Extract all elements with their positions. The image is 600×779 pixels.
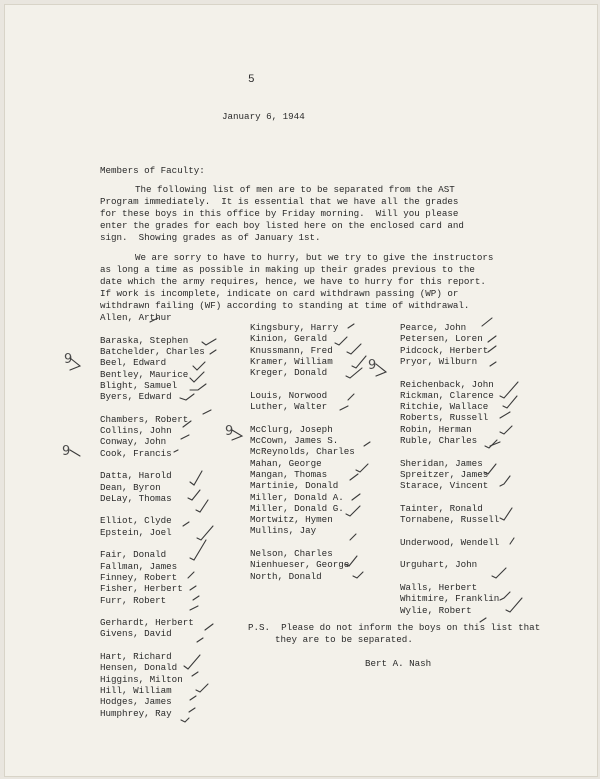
listed-student-name: Spreitzer, James [400,468,489,480]
listed-student-name: Hensen, Donald [100,662,178,674]
listed-student-name: Byers, Edward [100,391,172,403]
listed-student-name: Elliot, Clyde [100,515,172,527]
listed-student-name: Mahan, George [250,457,322,469]
listed-student-name: Kramer, William [250,355,333,367]
paragraph-1-line: for these boys in this office by Friday morning. Will you please [100,208,459,219]
listed-student-name: Roberts, Russell [400,412,489,424]
listed-student-name: Robin, Herman [400,423,472,435]
letter-date: January 6, 1944 [222,111,305,122]
paragraph-2-line: date which the army requires, hence, we have to hurry for this report. [100,276,486,287]
listed-student-name: Tainter, Ronald [400,502,483,514]
listed-student-name: Pryor, Wilburn [400,355,478,367]
listed-student-name: Urguhart, John [400,559,478,571]
listed-student-name: Mortwitz, Hymen [250,514,333,526]
page-number-mark: 5 [248,74,255,86]
listed-student-name: Conway, John [100,436,167,448]
paragraph-1-line: sign. Showing grades as of January 1st. [100,232,321,243]
listed-student-name: Martinie, Donald [250,480,339,492]
paragraph-2-line: If work is incomplete, indicate on card withdrawn passing (WP) or [100,288,459,299]
listed-student-name: Ritchie, Wallace [400,401,489,413]
listed-student-name: Dean, Byron [100,481,161,493]
listed-student-name: Nienhueser, George [250,559,350,571]
listed-student-name: Starace, Vincent [400,480,489,492]
listed-student-name: Beel, Edward [100,357,167,369]
paragraph-2-line: withdrawn failing (WF) according to standing at time of withdrawal. [100,300,470,311]
listed-student-name: Finney, Robert [100,571,178,583]
listed-student-name: Hart, Richard [100,651,172,662]
listed-student-name: Mullins, Jay [250,525,317,537]
listed-student-name: McCown, James S. [250,435,339,446]
paragraph-1-line: Program immediately. It is essential that we have all the grades [100,196,459,207]
listed-student-name: Humphrey, Ray [100,707,172,719]
listed-student-name: McClurg, Joseph [250,423,333,435]
listed-student-name: Hill, William [100,684,172,696]
paragraph-2-line: as long a time as possible in making up their grades previous to the [100,264,475,275]
listed-student-name: Kreger, Donald [250,367,328,379]
listed-student-name: Higgins, Milton [100,673,183,685]
listed-student-name: Pearce, John [400,322,467,333]
listed-student-name: North, Donald [250,570,322,582]
listed-student-name: Kinion, Gerald [250,333,328,345]
listed-student-name: Miller, Donald G. [250,502,344,514]
listed-student-name: Epstein, Joel [100,526,172,538]
listed-student-name: Blight, Samuel [100,379,178,391]
signature-name: Bert A. Nash [365,658,432,669]
listed-student-name: Givens, David [100,628,172,640]
listed-student-name: Knussmann, Fred [250,344,333,356]
listed-student-name: Chambers, Robert [100,413,189,425]
listed-student-name: Kingsbury, Harry [250,322,339,333]
listed-student-name: Furr, Robert [100,594,167,606]
listed-student-name: Gerhardt, Herbert [100,617,194,629]
salutation: Members of Faculty: [100,165,205,176]
margin-note: 9 [64,352,73,367]
listed-student-name: McReynolds, Charles [250,446,355,458]
listed-student-name: Hodges, James [100,696,172,708]
listed-student-name: Luther, Walter [250,401,328,413]
paragraph-2-line: We are sorry to have to hurry, but we try to give the instructors [135,252,494,263]
listed-student-name: Reichenback, John [400,378,494,390]
listed-student-name: Underwood, Wendell [400,536,500,548]
listed-student-name: Rickman, Clarence [400,389,494,401]
listed-student-name: Pidcock, Herbert [400,344,489,356]
listed-student-name: Walls, Herbert [400,581,478,593]
listed-student-name: Miller, Donald A. [250,491,344,503]
listed-student-name: Mangan, Thomas [250,468,328,480]
postscript-line: they are to be separated. [275,634,413,645]
margin-note: 9 [62,444,71,459]
listed-student-name: Fisher, Herbert [100,583,183,595]
listed-student-name: Sheridan, James [400,457,483,469]
listed-student-name: Cook, Francis [100,447,172,459]
listed-student-name: Nelson, Charles [250,548,333,559]
listed-student-name: Ruble, Charles [400,435,478,446]
listed-student-name: Datta, Harold [100,470,172,482]
listed-student-name: Bentley, Maurice [100,368,189,380]
listed-student-name: Wylie, Robert [400,604,472,616]
listed-student-name: Allen, Arthur [100,312,172,323]
listed-student-name: DeLay, Thomas [100,492,172,504]
margin-note: 9 [368,358,377,373]
listed-student-name: Petersen, Loren [400,333,483,345]
listed-student-name: Fair, Donald [100,549,167,561]
paragraph-1-line: The following list of men are to be separated from the AST [135,184,455,195]
listed-student-name: Batchelder, Charles [100,345,205,357]
paragraph-1-line: enter the grades for each boy listed here on the enclosed card and [100,220,464,231]
listed-student-name: Baraska, Stephen [100,334,189,346]
listed-student-name: Fallman, James [100,560,178,572]
listed-student-name: Louis, Norwood [250,389,328,401]
listed-student-name: Whitmire, Franklin [400,593,500,605]
listed-student-name: Tornabene, Russell [400,514,500,526]
postscript-line: P.S. Please do not inform the boys on this list that [248,622,541,633]
listed-student-name: Collins, John [100,425,172,436]
margin-note: 9 [225,424,234,439]
